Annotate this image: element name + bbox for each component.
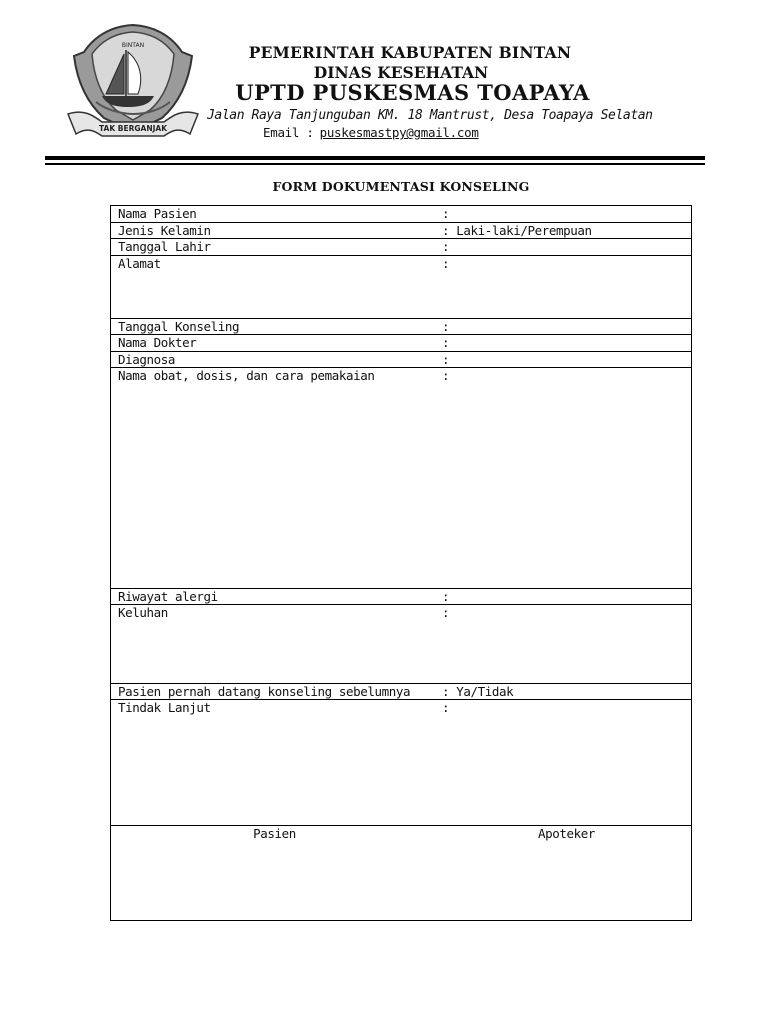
address-line: Jalan Raya Tanjunguban KM. 18 Mantrust, Desa Toapaya Selatan xyxy=(207,108,653,123)
field-value[interactable]: : xyxy=(438,239,692,256)
row-gender xyxy=(111,223,692,239)
field-value[interactable]: : xyxy=(438,319,692,335)
row-diagnosis xyxy=(111,352,692,368)
field-value[interactable]: : Ya/Tidak xyxy=(438,684,692,700)
signature-patient[interactable]: Pasien xyxy=(111,826,439,921)
counseling-form-table xyxy=(110,205,692,921)
field-label: Riwayat alergi xyxy=(111,589,439,605)
letterhead-rule-thick xyxy=(45,156,705,160)
field-value[interactable]: : xyxy=(438,256,692,319)
row-follow-up xyxy=(111,700,692,826)
row-doctor-name xyxy=(111,335,692,352)
field-value[interactable]: : xyxy=(438,605,692,684)
field-label: Alamat xyxy=(111,256,439,319)
row-birth-date xyxy=(111,239,692,256)
field-label: Nama Pasien xyxy=(111,206,439,223)
field-value[interactable]: : Laki-laki/Perempuan xyxy=(438,223,692,239)
field-label: Nama obat, dosis, dan cara pemakaian xyxy=(111,368,439,589)
signature-pharmacist[interactable]: Apoteker xyxy=(438,826,692,921)
field-label: Diagnosa xyxy=(111,352,439,368)
government-name: PEMERINTAH KABUPATEN BINTAN xyxy=(248,43,572,62)
field-value[interactable]: : xyxy=(438,589,692,605)
row-counseling-date xyxy=(111,319,692,335)
row-medication xyxy=(111,368,692,589)
field-label: Tanggal Lahir xyxy=(111,239,439,256)
bintan-emblem-logo xyxy=(66,22,200,148)
email-link[interactable]: puskesmastpy@gmail.com xyxy=(319,125,479,140)
department-name: DINAS KESEHATAN xyxy=(313,63,489,82)
field-value[interactable]: : xyxy=(438,700,692,826)
field-label: Pasien pernah datang konseling sebelumnya xyxy=(111,684,439,700)
field-value[interactable]: : xyxy=(438,206,692,223)
institution-name: UPTD PUSKESMAS TOAPAYA xyxy=(235,80,590,105)
row-patient-name xyxy=(111,206,692,223)
form-title: FORM DOKUMENTASI KONSELING xyxy=(272,179,530,194)
field-label: Keluhan xyxy=(111,605,439,684)
email-line xyxy=(263,125,479,140)
field-label: Jenis Kelamin xyxy=(111,223,439,239)
emblem-motto-text: TAK BERGANJAK xyxy=(98,124,168,133)
field-value[interactable]: : xyxy=(438,368,692,589)
field-label: Tanggal Konseling xyxy=(111,319,439,335)
bintan-emblem-icon xyxy=(66,22,200,148)
emblem-top-text: BINTAN xyxy=(121,42,145,49)
row-allergy-history xyxy=(111,589,692,605)
letterhead-rule-thin xyxy=(45,163,705,165)
row-previous-counseling xyxy=(111,684,692,700)
field-value[interactable]: : xyxy=(438,352,692,368)
email-label: Email : xyxy=(263,125,314,140)
field-value[interactable]: : xyxy=(438,335,692,352)
row-complaints xyxy=(111,605,692,684)
row-address xyxy=(111,256,692,319)
field-label: Nama Dokter xyxy=(111,335,439,352)
row-signatures xyxy=(111,826,692,921)
field-label: Tindak Lanjut xyxy=(111,700,439,826)
